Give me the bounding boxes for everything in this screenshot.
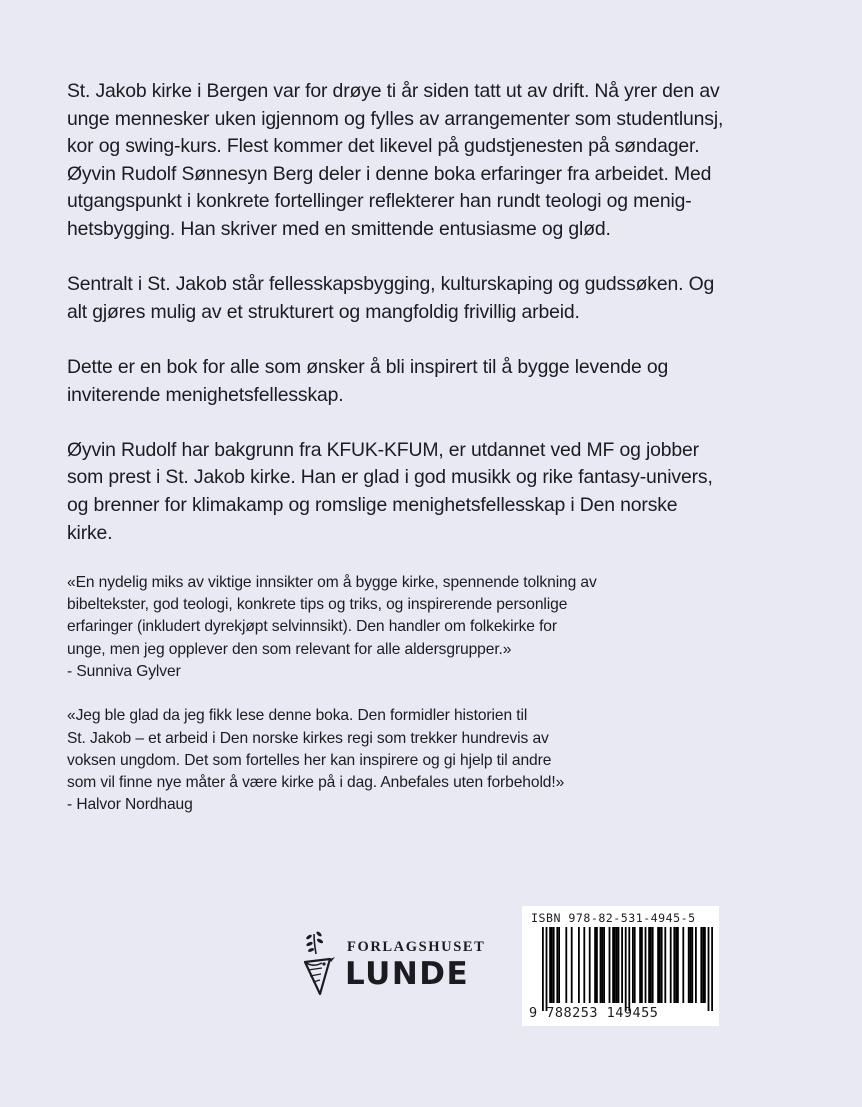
barcode-bar xyxy=(549,927,551,1003)
text-line: Øyvin Rudolf Sønnesyn Berg deler i denne boka erfaringer fra arbeidet. Med xyxy=(67,162,712,185)
barcode-bar xyxy=(565,927,567,1003)
publisher-logo xyxy=(300,928,500,998)
text-line: utgangspunkt i konkrete fortellinger reflekterer han rundt teologi og menig- xyxy=(67,190,692,213)
barcode-bar xyxy=(670,927,672,1003)
author-bio-paragraph xyxy=(67,437,727,547)
barcode-bar xyxy=(664,927,666,1003)
text-line: og brenner for klimakamp og romslige menighetsfellesskap i Den norske kirke. xyxy=(67,493,678,544)
barcode-bar xyxy=(652,927,654,1003)
publisher-name-top: FORLAGSHUSET xyxy=(347,939,486,955)
barcode-bar xyxy=(578,927,580,1003)
quote-author: - Halvor Nordhaug xyxy=(67,796,193,814)
barcode-bar xyxy=(614,927,616,1003)
barcode-bar xyxy=(700,927,702,1003)
barcode-bar xyxy=(688,927,690,1003)
text-line: St. Jakob kirke i Bergen var for drøye ti år siden tatt ut av drift. Nå yrer den av xyxy=(67,80,720,102)
barcode-bar xyxy=(551,927,553,1003)
review-quote-2 xyxy=(67,705,667,816)
isbn-barcode xyxy=(522,906,719,1026)
barcode-bar xyxy=(625,927,627,1011)
description-paragraph-2 xyxy=(67,271,727,326)
barcode-bar xyxy=(661,927,663,1003)
publisher-name-main: LUNDE xyxy=(345,956,470,992)
barcode-bar xyxy=(628,927,630,1011)
barcode-bar xyxy=(583,927,585,1003)
text-line: Øyvin Rudolf har bakgrunn fra KFUK-KFUM, er utdannet ved MF og jobber xyxy=(67,438,699,461)
review-quote-1 xyxy=(67,572,667,683)
barcode-bar xyxy=(601,927,603,1003)
quote-line: «Jeg ble glad da jeg fikk lese denne boka. Den formidler historien til xyxy=(67,707,528,725)
quote-line: erfaringer (inkludert dyrekjøpt selvinnsikt). Den handler om folkekirke for xyxy=(67,618,557,636)
barcode-bar xyxy=(673,927,675,1003)
quote-line: unge, men jeg opplever den som relevant for alle aldersgrupper.» xyxy=(67,640,512,658)
barcode-bar xyxy=(704,927,706,1003)
barcode-bar xyxy=(558,927,560,1003)
barcode-bar xyxy=(571,927,573,1003)
quote-line: St. Jakob – et arbeid i Den norske kirkes regi som trekker hundrevis av xyxy=(67,729,549,747)
barcode-bar xyxy=(659,927,661,1003)
barcode-bar xyxy=(695,927,697,1003)
barcode-bar xyxy=(690,927,692,1003)
back-cover-description xyxy=(67,78,727,575)
barcode-bar xyxy=(556,927,558,1003)
text-line: alt gjøres mulig av et strukturert og mangfoldig frivillig arbeid. xyxy=(67,300,580,323)
text-line: inviterende menighetsfellesskap. xyxy=(67,383,344,406)
quote-line: voksen ungdom. Det som fortelles her kan inspirere og gi hjelp til andre xyxy=(67,751,552,769)
barcode-bar xyxy=(645,927,647,1003)
barcode-bar xyxy=(691,927,693,1003)
barcode-bar xyxy=(589,927,591,1003)
barcode-bar xyxy=(546,927,548,1011)
quote-author: - Sunniva Gylver xyxy=(67,662,181,680)
description-paragraph-3 xyxy=(67,354,727,409)
text-line: Sentralt i St. Jakob står fellesskapsbygging, kulturskaping og gudssøken. Og xyxy=(67,273,715,296)
barcode-bar xyxy=(621,927,623,1003)
bird-with-olive-branch-icon xyxy=(300,928,342,998)
quote-line: bibeltekster, god teologi, konkrete tips og triks, og inspirerende personlige xyxy=(67,596,568,614)
barcode-bar xyxy=(603,927,605,1003)
barcode-bar xyxy=(612,927,614,1003)
barcode-bar xyxy=(677,927,679,1003)
barcode-bar xyxy=(702,927,704,1003)
barcode-bar xyxy=(618,927,620,1003)
isbn-label: ISBN 978-82-531-4945-5 xyxy=(531,911,696,925)
barcode-bar xyxy=(639,927,641,1003)
text-line: hetsbygging. Han skriver med en smittende entusiasme og glød. xyxy=(67,217,611,240)
quote-line: «En nydelig miks av viktige innsikter om å bygge kirke, spennende tolkning av xyxy=(67,574,597,591)
barcode-bar xyxy=(634,927,636,1003)
text-line: kor og swing-kurs. Flest kommer det likevel på gudstjenesten på søndager. xyxy=(67,135,700,158)
barcode-bar xyxy=(675,927,677,1003)
barcode-bar xyxy=(657,927,659,1003)
barcode-bar xyxy=(596,927,598,1003)
barcode-bar xyxy=(632,927,634,1003)
barcode-bar xyxy=(609,927,611,1003)
barcode-digits: 9 788253 149455 xyxy=(529,1005,659,1021)
barcode-bar xyxy=(553,927,555,1003)
barcode-bar xyxy=(594,927,596,1003)
barcode-bar xyxy=(648,927,650,1003)
barcode-bar xyxy=(682,927,684,1003)
barcode-bar xyxy=(711,927,713,1011)
text-line: Dette er en bok for alle som ønsker å bli inspirert til å bygge levende og xyxy=(67,355,669,378)
review-quotes xyxy=(67,572,667,839)
barcode-bar xyxy=(641,927,643,1003)
text-line: unge mennesker uken igjennom og fylles av arrangementer som studentlunsj, xyxy=(67,107,724,130)
barcode-bar xyxy=(542,927,544,1011)
quote-line: som vil finne nye måter å være kirke på i dag. Anbefales uten forbehold!» xyxy=(67,774,565,792)
barcode-bar xyxy=(616,927,618,1003)
barcode-bar xyxy=(708,927,710,1011)
description-paragraph-1 xyxy=(67,78,727,244)
text-line: som prest i St. Jakob kirke. Han er glad i god musikk og rike fantasy-univers, xyxy=(67,466,713,489)
barcode-bar xyxy=(600,927,602,1003)
barcode-bar xyxy=(650,927,652,1003)
